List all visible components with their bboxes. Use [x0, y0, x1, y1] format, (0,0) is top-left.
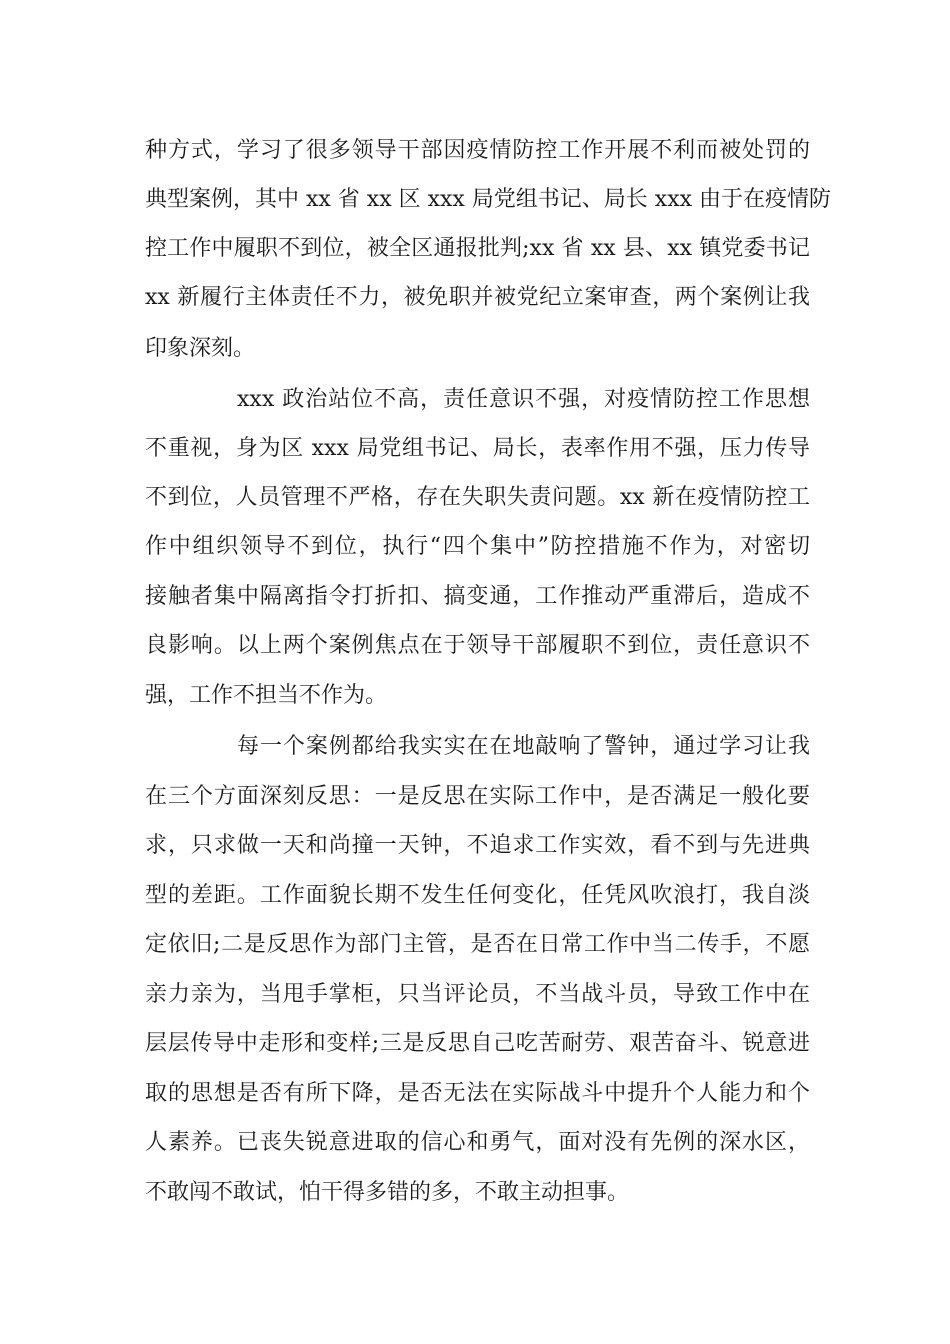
text-line: 不敢闯不敢试，怕干得多错的多，不敢主动担事。 [145, 1180, 630, 1205]
text-line: 每一个案例都给我实实在在地敲响了警钟，通过学习让我 [237, 734, 810, 759]
text-line: 强，工作不担当不作为。 [145, 683, 388, 708]
text-line: xx 新履行主体责任不力，被免职并被党纪立案审查，两个案例让我 [145, 285, 810, 310]
text-line: 人素养。已丧失锐意进取的信心和勇气，面对没有先例的深水区， [145, 1130, 810, 1155]
text-line: 亲力亲为，当甩手掌柜，只当评论员，不当战斗员，导致工作中在 [145, 982, 810, 1007]
text-line: 典型案例，其中 xx 省 xx 区 xxx 局党组书记、局长 xxx 由于在疫情防 [145, 187, 832, 212]
text-line: 型的差距。工作面貌长期不发生任何变化，任凭风吹浪打，我自淡 [145, 883, 810, 908]
text-line: xxx 政治站位不高，责任意识不强，对疫情防控工作思想 [237, 387, 810, 412]
text-line: 控工作中履职不到位，被全区通报批判;xx 省 xx 县、xx 镇党委书记 [145, 236, 810, 261]
text-line: 印象深刻。 [145, 336, 256, 361]
text-line: 接触者集中隔离指令打折扣、搞变通，工作推动严重滞后，造成不 [145, 584, 810, 609]
text-line: 取的思想是否有所下降，是否无法在实际战斗中提升个人能力和个 [145, 1081, 810, 1106]
text-line: 在三个方面深刻反思：一是反思在实际工作中，是否满足一般化要 [145, 784, 810, 809]
text-line: 求，只求做一天和尚撞一天钟，不追求工作实效，看不到与先进典 [145, 833, 810, 858]
text-line: 种方式，学习了很多领导干部因疫情防控工作开展不利而被处罚的 [145, 138, 810, 163]
text-line: 作中组织领导不到位，执行“四个集中”防控措施不作为，对密切 [145, 534, 810, 559]
text-line: 不到位，人员管理不严格，存在失职失责问题。xx 新在疫情防控工 [145, 485, 810, 510]
text-line: 不重视，身为区 xxx 局党组书记、局长，表率作用不强，压力传导 [145, 436, 810, 461]
text-line: 定依旧;二是反思作为部门主管，是否在日常工作中当二传手，不愿 [145, 932, 810, 957]
text-line: 良影响。以上两个案例焦点在于领导干部履职不到位，责任意识不 [145, 633, 810, 658]
text-line: 层层传导中走形和变样;三是反思自己吃苦耐劳、艰苦奋斗、锐意进 [145, 1031, 810, 1056]
